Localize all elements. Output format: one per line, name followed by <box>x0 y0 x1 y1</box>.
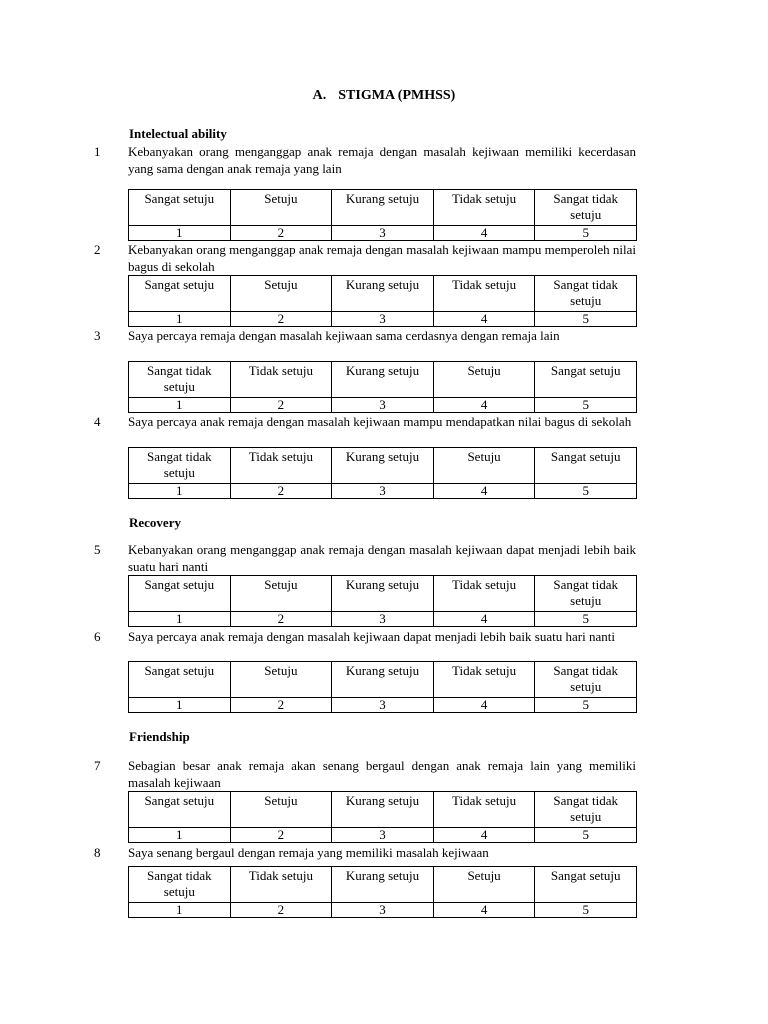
rating-scale-table <box>128 361 637 413</box>
scale-option: Setuju <box>230 662 332 698</box>
scale-option: Sangat setuju <box>535 362 637 398</box>
scale-option: Sangat setuju <box>129 576 231 612</box>
question-number: 4 <box>94 414 101 429</box>
scale-option: Kurang setuju <box>332 792 434 828</box>
scale-option: Sangat setuju <box>129 792 231 828</box>
scale-option: Sangat tidak setuju <box>129 362 231 398</box>
rating-scale-table <box>128 275 637 327</box>
section-heading-intelectual: Intelectual ability <box>129 126 227 141</box>
question-text: Saya senang bergaul dengan remaja yang memiliki masalah kejiwaan <box>128 845 489 860</box>
scale-score: 1 <box>129 398 231 413</box>
scale-score: 3 <box>332 612 434 627</box>
question-number: 2 <box>94 242 101 257</box>
question-text: Saya percaya remaja dengan masalah kejiwaan sama cerdasnya dengan remaja lain <box>128 328 560 343</box>
scale-option: Setuju <box>433 867 535 903</box>
scale-score: 5 <box>535 484 637 499</box>
scale-option: Tidak setuju <box>230 362 332 398</box>
scale-score: 3 <box>332 828 434 843</box>
question-text: Saya percaya anak remaja dengan masalah kejiwaan mampu mendapatkan nilai bagus di sekolah <box>128 414 632 429</box>
scale-score: 2 <box>230 398 332 413</box>
question-text: Kebanyakan orang menganggap anak remaja dengan masalah kejiwaan dapat menjadi lebih baik suatu hari nanti <box>128 542 636 574</box>
question-text: Sebagian besar anak remaja akan senang bergaul dengan anak remaja lain yang memiliki masalah kejiwaan <box>128 758 636 790</box>
scale-option: Tidak setuju <box>230 867 332 903</box>
scale-score: 4 <box>433 828 535 843</box>
scale-score: 3 <box>332 398 434 413</box>
scale-score: 2 <box>230 484 332 499</box>
scale-option: Tidak setuju <box>433 190 535 226</box>
scale-score: 5 <box>535 903 637 918</box>
rating-scale-table <box>128 661 637 713</box>
scale-score: 5 <box>535 226 637 241</box>
title-text: STIGMA (PMHSS) <box>338 88 456 103</box>
rating-scale-table <box>128 575 637 627</box>
rating-scale-table <box>128 791 637 843</box>
scale-score: 5 <box>535 698 637 713</box>
scale-score: 4 <box>433 398 535 413</box>
scale-option: Kurang setuju <box>332 448 434 484</box>
rating-scale-table <box>128 447 637 499</box>
scale-option: Sangat tidak setuju <box>535 662 637 698</box>
scale-score: 3 <box>332 312 434 327</box>
scale-score: 4 <box>433 226 535 241</box>
scale-option: Sangat tidak setuju <box>535 190 637 226</box>
scale-score: 1 <box>129 484 231 499</box>
scale-score: 3 <box>332 484 434 499</box>
scale-option: Setuju <box>230 792 332 828</box>
scale-option: Sangat tidak setuju <box>129 867 231 903</box>
question-number: 1 <box>94 144 101 159</box>
scale-score: 2 <box>230 226 332 241</box>
scale-score: 5 <box>535 398 637 413</box>
scale-score: 4 <box>433 484 535 499</box>
scale-option: Tidak setuju <box>433 662 535 698</box>
question-text: Saya percaya anak remaja dengan masalah kejiwaan dapat menjadi lebih baik suatu hari nanti <box>128 629 615 644</box>
scale-option: Sangat setuju <box>129 276 231 312</box>
scale-score: 5 <box>535 612 637 627</box>
scale-score: 1 <box>129 312 231 327</box>
scale-option: Setuju <box>230 190 332 226</box>
scale-score: 4 <box>433 698 535 713</box>
scale-option: Kurang setuju <box>332 190 434 226</box>
scale-score: 1 <box>129 226 231 241</box>
scale-option: Tidak setuju <box>433 576 535 612</box>
title-letter: A. <box>312 88 327 103</box>
scale-score: 2 <box>230 312 332 327</box>
scale-score: 1 <box>129 698 231 713</box>
scale-option: Tidak setuju <box>433 792 535 828</box>
scale-option: Tidak setuju <box>433 276 535 312</box>
scale-score: 2 <box>230 903 332 918</box>
scale-option: Sangat tidak setuju <box>535 792 637 828</box>
scale-score: 3 <box>332 698 434 713</box>
scale-option: Sangat setuju <box>129 662 231 698</box>
scale-option: Sangat tidak setuju <box>535 576 637 612</box>
scale-option: Kurang setuju <box>332 867 434 903</box>
scale-option: Setuju <box>230 576 332 612</box>
scale-option: Kurang setuju <box>332 576 434 612</box>
scale-option: Sangat setuju <box>129 190 231 226</box>
scale-score: 1 <box>129 612 231 627</box>
scale-option: Setuju <box>433 362 535 398</box>
question-number: 3 <box>94 328 101 343</box>
scale-score: 3 <box>332 226 434 241</box>
question-number: 7 <box>94 758 101 773</box>
scale-score: 1 <box>129 828 231 843</box>
question-text: Kebanyakan orang menganggap anak remaja dengan masalah kejiwaan memiliki kecerdasan yang sama dengan anak remaja yang lain <box>128 144 636 176</box>
scale-score: 1 <box>129 903 231 918</box>
scale-option: Setuju <box>433 448 535 484</box>
scale-score: 2 <box>230 828 332 843</box>
document-title <box>0 88 768 104</box>
scale-option: Kurang setuju <box>332 362 434 398</box>
scale-option: Sangat tidak setuju <box>129 448 231 484</box>
scale-score: 5 <box>535 828 637 843</box>
scale-score: 4 <box>433 312 535 327</box>
scale-option: Sangat setuju <box>535 867 637 903</box>
section-heading-friendship: Friendship <box>129 729 190 744</box>
scale-score: 3 <box>332 903 434 918</box>
scale-option: Kurang setuju <box>332 662 434 698</box>
question-number: 8 <box>94 845 101 860</box>
scale-option: Sangat tidak setuju <box>535 276 637 312</box>
question-text: Kebanyakan orang menganggap anak remaja dengan masalah kejiwaan mampu memperoleh nilai bagus di sekolah <box>128 242 636 274</box>
question-number: 6 <box>94 629 101 644</box>
question-number: 5 <box>94 542 101 557</box>
scale-option: Kurang setuju <box>332 276 434 312</box>
scale-option: Setuju <box>230 276 332 312</box>
rating-scale-table <box>128 866 637 918</box>
scale-score: 4 <box>433 612 535 627</box>
scale-score: 2 <box>230 698 332 713</box>
scale-option: Tidak setuju <box>230 448 332 484</box>
scale-score: 4 <box>433 903 535 918</box>
rating-scale-table <box>128 189 637 241</box>
scale-option: Sangat setuju <box>535 448 637 484</box>
section-heading-recovery: Recovery <box>129 515 181 530</box>
scale-score: 5 <box>535 312 637 327</box>
scale-score: 2 <box>230 612 332 627</box>
